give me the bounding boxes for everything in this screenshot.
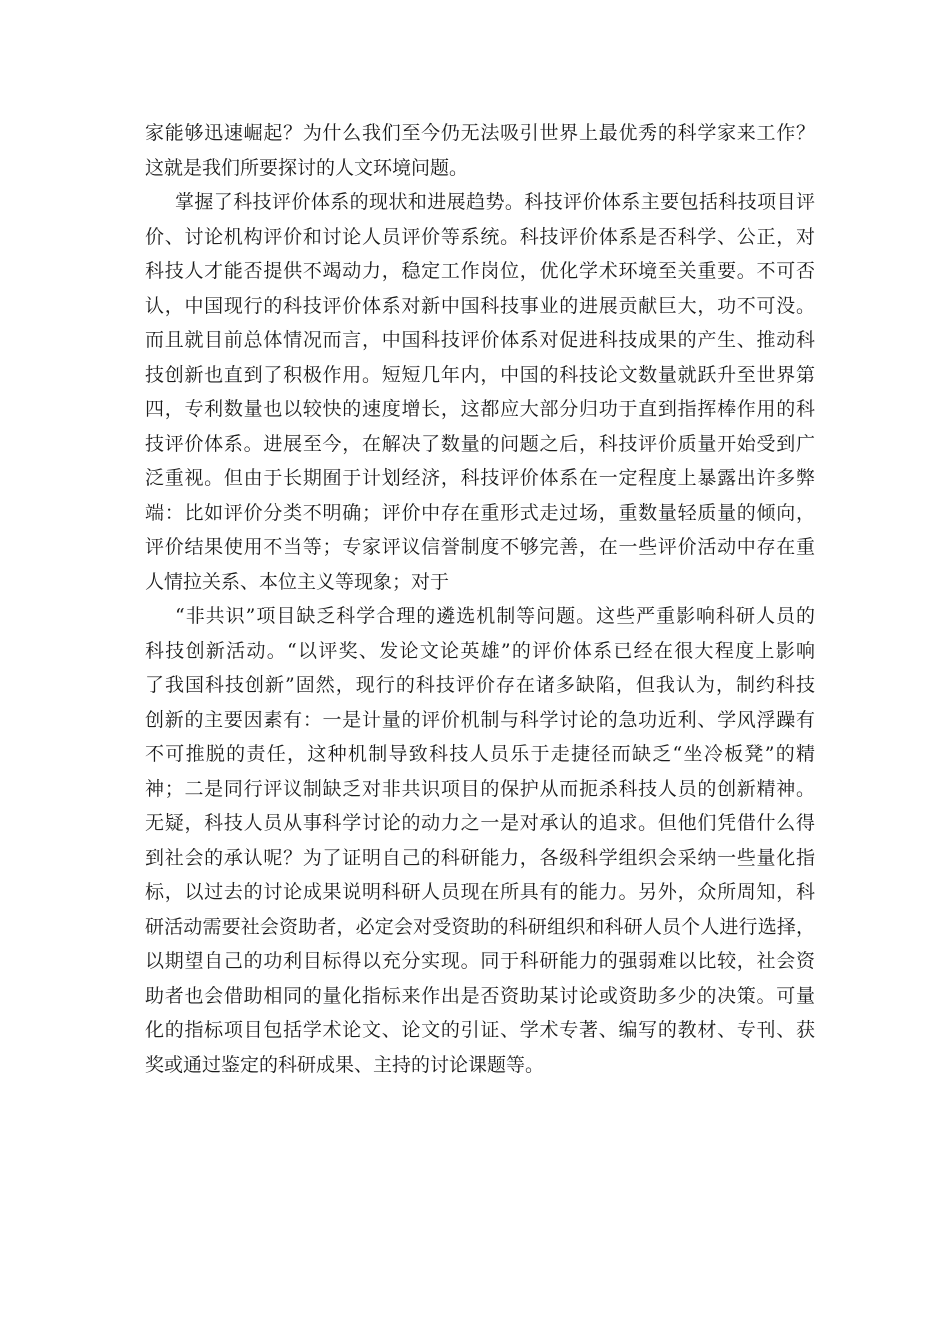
text-line: 奖或通过鉴定的科研成果、主持的讨论课题等。 xyxy=(145,1053,545,1076)
text-line: 科技人才能否提供不竭动力，稳定工作岗位，优化学术环境至关重要。不可否 xyxy=(145,260,815,282)
text-line: 研活动需要社会资助者，必定会对受资助的科研组织和科研人员个人进行选择， xyxy=(145,915,815,938)
text-line: 泛重视。但由于长期囿于计划经济，科技评价体系在一定程度上暴露出许多弊 xyxy=(145,467,815,489)
text-line: 无疑，科技人员从事科学讨论的动力之一是对承认的追求。但他们凭借什么得 xyxy=(145,812,815,834)
text-line: 评价结果使用不当等；专家评议信誉制度不够完善，在一些评价活动中存在重 xyxy=(145,536,815,558)
text-line: 科技创新活动。“以评奖、发论文论英雄”的评价体系已经在很大程度上影响 xyxy=(145,639,815,662)
text-line: 端：比如评价分类不明确；评价中存在重形式走过场，重数量轻质量的倾向， xyxy=(145,501,815,524)
text-line: 以期望自己的功利目标得以充分实现。同于科研能力的强弱难以比较，社会资 xyxy=(145,950,815,972)
body-text xyxy=(145,116,815,1082)
text-line: 认，中国现行的科技评价体系对新中国科技事业的进展贡献巨大，功不可没。 xyxy=(145,294,815,317)
text-line: 这就是我们所要探讨的人文环境问题。 xyxy=(145,156,469,179)
text-line: 了我国科技创新”固然，现行的科技评价存在诸多缺陷，但我认为，制约科技 xyxy=(145,674,815,696)
text-line: 标，以过去的讨论成果说明科研人员现在所具有的能力。另外，众所周知，科 xyxy=(145,881,815,903)
text-line: 而且就目前总体情况而言，中国科技评价体系对促进科技成果的产生、推动科 xyxy=(145,329,815,351)
text-line: 技创新也直到了积极作用。短短几年内，中国的科技论文数量就跃升至世界第 xyxy=(145,363,815,386)
paragraph-first-line: 掌握了科技评价体系的现状和进展趋势。科技评价体系主要包括科技项目评 xyxy=(175,191,815,213)
text-line: 创新的主要因素有：一是计量的评价机制与科学讨论的急功近利、学风浮躁有 xyxy=(145,708,815,731)
paragraph-first-line: “非共识”项目缺乏科学合理的遴选机制等问题。这些严重影响科研人员的 xyxy=(175,605,815,627)
text-line: 四，专利数量也以较快的速度增长，这都应大部分归功于直到指挥棒作用的科 xyxy=(145,398,815,420)
text-line: 神；二是同行评议制缺乏对非共识项目的保护从而扼杀科技人员的创新精神。 xyxy=(145,777,815,800)
text-line: 助者也会借助相同的量化指标来作出是否资助某讨论或资助多少的决策。可量 xyxy=(145,984,815,1007)
text-line: 技评价体系。进展至今，在解决了数量的问题之后，科技评价质量开始受到广 xyxy=(145,432,815,455)
text-line: 家能够迅速崛起？为什么我们至今仍无法吸引世界上最优秀的科学家来工作？ xyxy=(145,122,815,144)
text-line: 到社会的承认呢？为了证明自己的科研能力，各级科学组织会采纳一些量化指 xyxy=(145,846,815,869)
text-line: 人情拉关系、本位主义等现象；对于 xyxy=(145,570,450,593)
text-line: 不可推脱的责任，这种机制导致科技人员乐于走捷径而缺乏“坐冷板凳”的精 xyxy=(145,743,815,765)
text-line: 化的指标项目包括学术论文、论文的引证、学术专著、编写的教材、专刊、获 xyxy=(145,1019,815,1041)
text-line: 价、讨论机构评价和讨论人员评价等系统。科技评价体系是否科学、公正，对 xyxy=(145,225,815,248)
